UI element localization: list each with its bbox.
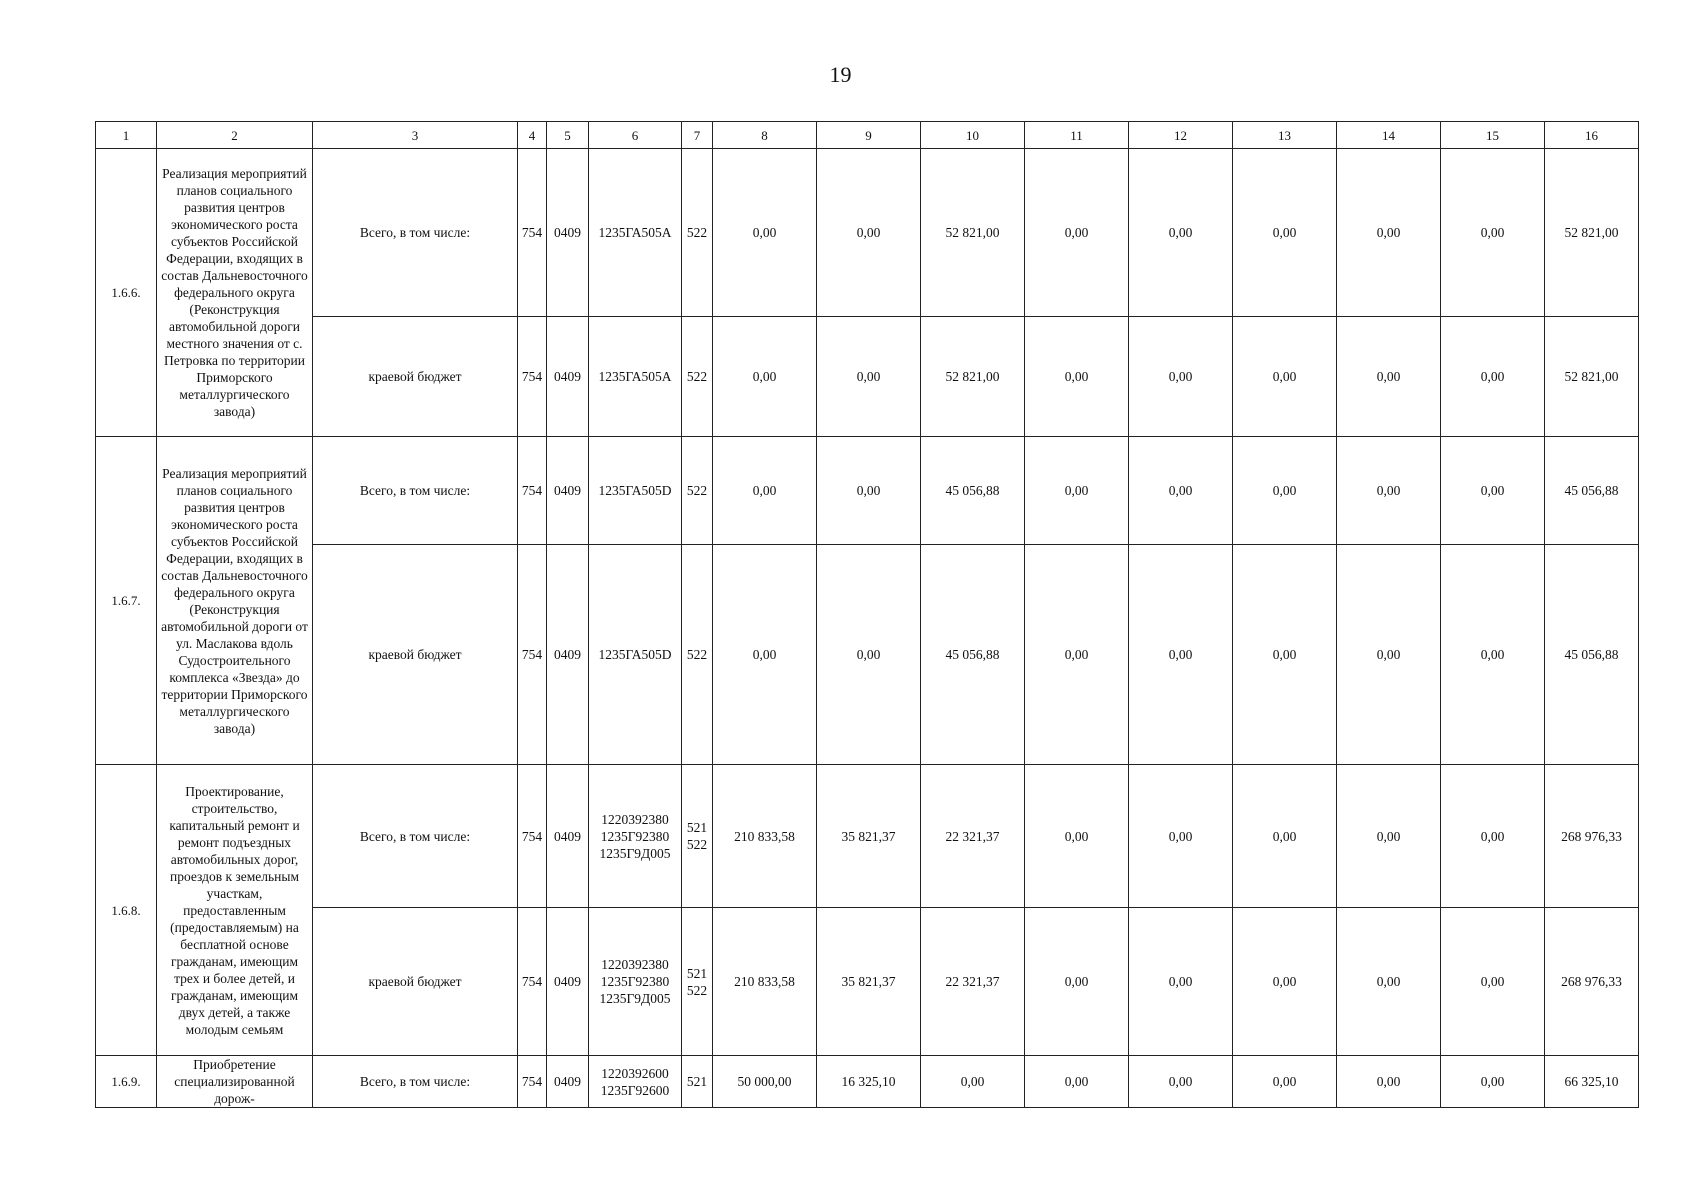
item-number: 1.6.7. xyxy=(96,437,157,765)
amount-cell: 45 056,88 xyxy=(1545,437,1639,545)
expense-type-code-line: 522 xyxy=(686,837,708,852)
expense-type-code xyxy=(682,317,713,437)
amount-cell: 0,00 xyxy=(713,437,817,545)
column-number: 4 xyxy=(518,122,547,149)
amount-cell: 268 976,33 xyxy=(1545,765,1639,908)
amount-cell: 66 325,10 xyxy=(1545,1056,1639,1108)
column-number: 1 xyxy=(96,122,157,149)
amount-cell: 0,00 xyxy=(1025,765,1129,908)
budget-table xyxy=(95,121,1639,1108)
funding-source: краевой бюджет xyxy=(313,317,518,437)
amount-cell: 0,00 xyxy=(1337,908,1441,1056)
ministry-code: 754 xyxy=(518,545,547,765)
amount-cell: 0,00 xyxy=(1441,908,1545,1056)
section-code: 0409 xyxy=(547,908,589,1056)
ministry-code: 754 xyxy=(518,317,547,437)
amount-cell: 35 821,37 xyxy=(817,908,921,1056)
target-article-code-line: 1235ГА505А xyxy=(598,369,672,384)
amount-cell: 0,00 xyxy=(1233,1056,1337,1108)
amount-cell: 268 976,33 xyxy=(1545,908,1639,1056)
funding-source: краевой бюджет xyxy=(313,545,518,765)
amount-cell: 0,00 xyxy=(817,545,921,765)
ministry-code: 754 xyxy=(518,908,547,1056)
funding-source: Всего, в том числе: xyxy=(313,149,518,317)
item-description: Приобретение специализированной дорож- xyxy=(157,1056,313,1108)
amount-cell: 0,00 xyxy=(1129,545,1233,765)
item-number: 1.6.6. xyxy=(96,149,157,437)
amount-cell: 52 821,00 xyxy=(1545,149,1639,317)
expense-type-code-line: 521 xyxy=(686,965,708,981)
amount-cell: 210 833,58 xyxy=(713,765,817,908)
target-article-code xyxy=(589,149,682,317)
expense-type-code-line: 522 xyxy=(686,225,708,240)
amount-cell: 0,00 xyxy=(1025,149,1129,317)
expense-type-code xyxy=(682,908,713,1056)
amount-cell: 0,00 xyxy=(1441,317,1545,437)
column-number: 8 xyxy=(713,122,817,149)
table-row xyxy=(96,908,1639,1056)
section-code: 0409 xyxy=(547,317,589,437)
amount-cell: 0,00 xyxy=(1337,317,1441,437)
amount-cell: 0,00 xyxy=(1441,437,1545,545)
amount-cell: 0,00 xyxy=(1233,437,1337,545)
expense-type-code xyxy=(682,437,713,545)
section-code: 0409 xyxy=(547,765,589,908)
column-number: 5 xyxy=(547,122,589,149)
table-row xyxy=(96,437,1639,545)
column-number: 12 xyxy=(1129,122,1233,149)
amount-cell: 0,00 xyxy=(1441,545,1545,765)
target-article-code xyxy=(589,317,682,437)
amount-cell: 0,00 xyxy=(1129,765,1233,908)
amount-cell: 35 821,37 xyxy=(817,765,921,908)
amount-cell: 0,00 xyxy=(1025,908,1129,1056)
target-article-code-line: 1235ГА505А xyxy=(598,225,672,240)
target-article-code-line: 1235ГА505D xyxy=(598,483,672,498)
amount-cell: 0,00 xyxy=(1025,545,1129,765)
expense-type-code-line: 522 xyxy=(686,647,708,662)
expense-type-code-line: 522 xyxy=(686,982,708,998)
target-article-code-line: 1235Г9Д005 xyxy=(599,845,671,861)
column-number: 11 xyxy=(1025,122,1129,149)
amount-cell: 210 833,58 xyxy=(713,908,817,1056)
amount-cell: 0,00 xyxy=(1233,149,1337,317)
funding-source: краевой бюджет xyxy=(313,908,518,1056)
amount-cell: 0,00 xyxy=(1129,908,1233,1056)
amount-cell: 0,00 xyxy=(1337,149,1441,317)
ministry-code: 754 xyxy=(518,765,547,908)
target-article-code-line: 1220392600 xyxy=(601,1065,669,1081)
amount-cell: 0,00 xyxy=(713,545,817,765)
amount-cell: 0,00 xyxy=(921,1056,1025,1108)
expense-type-code-line: 521 xyxy=(686,820,708,835)
column-number: 9 xyxy=(817,122,921,149)
table-row xyxy=(96,317,1639,437)
amount-cell: 52 821,00 xyxy=(921,317,1025,437)
amount-cell: 0,00 xyxy=(1233,908,1337,1056)
amount-cell: 0,00 xyxy=(1441,765,1545,908)
target-article-code-line: 1235Г92380 xyxy=(600,974,670,989)
expense-type-code-line: 522 xyxy=(686,369,708,384)
funding-source: Всего, в том числе: xyxy=(313,437,518,545)
expense-type-code xyxy=(682,545,713,765)
target-article-code-line: 1220392380 xyxy=(601,811,669,827)
amount-cell: 0,00 xyxy=(1337,765,1441,908)
amount-cell: 45 056,88 xyxy=(921,437,1025,545)
amount-cell: 0,00 xyxy=(817,317,921,437)
amount-cell: 0,00 xyxy=(1337,545,1441,765)
item-number: 1.6.8. xyxy=(96,765,157,1056)
expense-type-code-line: 521 xyxy=(686,1074,708,1089)
table-row xyxy=(96,765,1639,908)
column-number: 2 xyxy=(157,122,313,149)
section-code: 0409 xyxy=(547,545,589,765)
target-article-code-line: 1220392380 xyxy=(601,957,669,972)
table-row xyxy=(96,149,1639,317)
column-number: 6 xyxy=(589,122,682,149)
column-number: 16 xyxy=(1545,122,1639,149)
target-article-code xyxy=(589,437,682,545)
section-code: 0409 xyxy=(547,149,589,317)
amount-cell: 52 821,00 xyxy=(921,149,1025,317)
target-article-code xyxy=(589,765,682,908)
amount-cell: 0,00 xyxy=(1233,765,1337,908)
table-row xyxy=(96,545,1639,765)
expense-type-code xyxy=(682,1056,713,1108)
ministry-code: 754 xyxy=(518,1056,547,1108)
amount-cell: 0,00 xyxy=(1025,1056,1129,1108)
column-number: 10 xyxy=(921,122,1025,149)
column-number: 14 xyxy=(1337,122,1441,149)
amount-cell: 0,00 xyxy=(713,149,817,317)
amount-cell: 0,00 xyxy=(1129,437,1233,545)
amount-cell: 0,00 xyxy=(1129,1056,1233,1108)
column-number-row xyxy=(96,122,1639,149)
amount-cell: 0,00 xyxy=(1441,1056,1545,1108)
amount-cell: 0,00 xyxy=(1025,317,1129,437)
page-number: 19 xyxy=(829,62,852,87)
column-number: 7 xyxy=(682,122,713,149)
amount-cell: 45 056,88 xyxy=(921,545,1025,765)
amount-cell: 45 056,88 xyxy=(1545,545,1639,765)
target-article-code-line: 1235Г92600 xyxy=(600,1082,670,1098)
amount-cell: 0,00 xyxy=(1337,437,1441,545)
amount-cell: 50 000,00 xyxy=(713,1056,817,1108)
amount-cell: 0,00 xyxy=(1129,149,1233,317)
column-number: 3 xyxy=(313,122,518,149)
ministry-code: 754 xyxy=(518,437,547,545)
target-article-code xyxy=(589,908,682,1056)
section-code: 0409 xyxy=(547,1056,589,1108)
target-article-code xyxy=(589,1056,682,1108)
amount-cell: 16 325,10 xyxy=(817,1056,921,1108)
amount-cell: 0,00 xyxy=(817,437,921,545)
amount-cell: 0,00 xyxy=(1025,437,1129,545)
item-number: 1.6.9. xyxy=(96,1056,157,1108)
amount-cell: 0,00 xyxy=(713,317,817,437)
target-article-code-line: 1235Г9Д005 xyxy=(599,991,671,1006)
column-number: 13 xyxy=(1233,122,1337,149)
amount-cell: 52 821,00 xyxy=(1545,317,1639,437)
expense-type-code xyxy=(682,149,713,317)
column-number: 15 xyxy=(1441,122,1545,149)
table-row xyxy=(96,1056,1639,1108)
item-description: Проектирование, строительство, капитальный ремонт и ремонт подъездных автомобильных дорог, проездов к земельным участкам, предоставленным (предоставляемым) на бесплатной основе гражданам, имеющим трех и более детей, и гражданам, имеющим двух детей, а также молодым семьям xyxy=(157,765,313,1056)
amount-cell: 0,00 xyxy=(817,149,921,317)
expense-type-code xyxy=(682,765,713,908)
amount-cell: 22 321,37 xyxy=(921,765,1025,908)
amount-cell: 0,00 xyxy=(1337,1056,1441,1108)
expense-type-code-line: 522 xyxy=(686,483,708,498)
funding-source: Всего, в том числе: xyxy=(313,765,518,908)
item-description: Реализация мероприятий планов социального развития центров экономического роста субъектов Российской Федерации, входящих в состав Дальневосточного федерального округа (Реконструкция автомобильной дороги от ул. Маслакова вдоль Судостроительного комплекса «Звезда» до территории Приморского металлургического завода) xyxy=(157,437,313,765)
item-description: Реализация мероприятий планов социального развития центров экономического роста субъектов Российской Федерации, входящих в состав Дальневосточного федерального округа (Реконструкция автомобильной дороги местного значения от с. Петровка по территории Приморского металлургического завода) xyxy=(157,149,313,437)
target-article-code xyxy=(589,545,682,765)
amount-cell: 0,00 xyxy=(1233,545,1337,765)
ministry-code: 754 xyxy=(518,149,547,317)
amount-cell: 0,00 xyxy=(1441,149,1545,317)
section-code: 0409 xyxy=(547,437,589,545)
target-article-code-line: 1235Г92380 xyxy=(600,828,670,844)
amount-cell: 0,00 xyxy=(1233,317,1337,437)
target-article-code-line: 1235ГА505D xyxy=(598,647,672,662)
amount-cell: 0,00 xyxy=(1129,317,1233,437)
amount-cell: 22 321,37 xyxy=(921,908,1025,1056)
funding-source: Всего, в том числе: xyxy=(313,1056,518,1108)
